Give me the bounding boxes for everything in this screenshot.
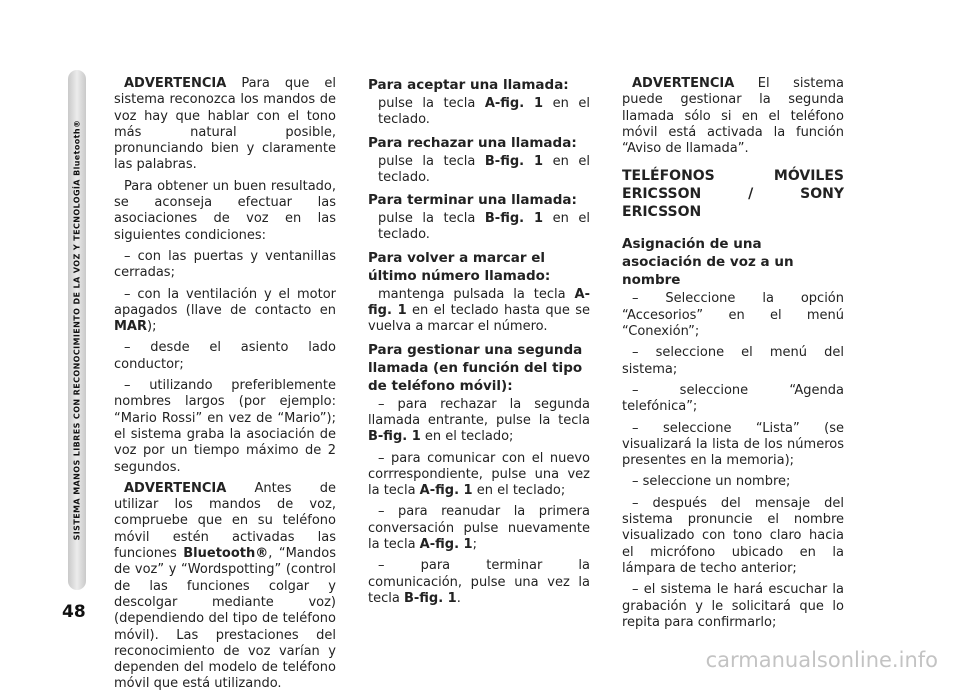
warning-paragraph-1: [114, 76, 336, 174]
text: – para reanudar la primera conversación pulse nuevamente la tecla: [368, 504, 590, 553]
key-ref: B-fig. 1: [403, 590, 457, 606]
warning-text: Para que el sistema reconozca los mandos de voz hay que hablar con el tono más natural posible, pronunciando bien y claramente las palabras.: [114, 76, 336, 173]
text: );: [147, 319, 157, 335]
warning-text: El sistema puede gestionar la segunda llamada sólo si en el teléfono móvil está activada la función “Aviso de llamada”.: [622, 76, 844, 157]
section-heading: Para terminar una llamada:: [368, 192, 577, 209]
text: Antes de utilizar los mandos de voz, compruebe que en su teléfono móvil estén activadas las funciones: [114, 480, 336, 562]
text: en el teclado.: [378, 96, 590, 128]
key-label: MAR: [114, 319, 148, 335]
text: mantenga pulsada la tecla: [378, 286, 575, 302]
column-1: [114, 76, 336, 698]
paragraph: Para obtener un buen resultado, se aconseja efectuar las asociaciones de voz en las siguientes condiciones:: [114, 178, 336, 243]
instruction: [368, 154, 590, 187]
text: – para comunicar con el nuevo corrrespondiente, pulse una vez la tecla: [368, 450, 590, 499]
instruction: [368, 211, 590, 244]
watermark: carmanualsonline.info: [705, 648, 938, 672]
warning-paragraph-3: [622, 76, 844, 157]
text: pulse la tecla: [378, 211, 485, 227]
section-heading: Para gestionar una segunda llamada (en función del tipo de teléfono móvil):: [368, 341, 583, 394]
text: en el teclado hasta que se vuelva a marcar el número.: [368, 303, 590, 335]
step-item: – seleccione “Lista” (se visualizará la lista de los números presentes en la memoria);: [622, 420, 844, 469]
warning-label: ADVERTENCIA: [124, 480, 227, 496]
instruction: [368, 504, 590, 553]
condition-item: – con las puertas y ventanillas cerradas;: [114, 248, 336, 281]
section-title: TELÉFONOS MÓVILES ERICSSON / SONY ERICSSON: [622, 168, 844, 221]
key-ref: A-fig. 1: [419, 483, 473, 499]
condition-item: – utilizando preferiblemente nombres largos (por ejemplo: “Mario Rossi” en vez de “Mario”); el sistema graba la asociación de voz por un tiempo máximo de 2 segundos.: [114, 378, 336, 475]
text: – para rechazar la segunda llamada entrante, pulse la tecla: [368, 396, 590, 428]
text: ;: [472, 537, 477, 553]
column-2: [368, 76, 590, 612]
instruction: [368, 287, 590, 336]
section-heading: Para volver a marcar el último número llamado:: [368, 249, 551, 284]
text: – para terminar la comunicación, pulse una vez la tecla: [368, 558, 590, 606]
warning-label: ADVERTENCIA: [124, 76, 227, 91]
key-ref: B-fig. 1: [368, 429, 421, 445]
text: – con la ventilación y el motor apagados (llave de contacto en: [114, 286, 336, 318]
key-ref: B-fig. 1: [484, 211, 544, 227]
text: en el teclado;: [420, 429, 514, 445]
key-ref: A-fig. 1: [419, 537, 473, 553]
warning-paragraph-2: [114, 481, 336, 693]
instruction: [368, 96, 590, 129]
key-ref: A-fig. 1: [368, 286, 590, 319]
warning-label: ADVERTENCIA: [632, 76, 735, 91]
text: , “Mandos de voz” y “Wordspotting” (control de las funciones colgar y descolgar mediante voz) (dependiendo del tipo de teléfono móvil). Las prestaciones del reconocimiento de voz varían y dependen del modelo de teléfono móvil que está utilizando.: [114, 546, 336, 692]
page-number: 48: [62, 602, 86, 622]
bluetooth-label: Bluetooth®: [183, 546, 269, 562]
chapter-title: SISTEMA MANOS LIBRES CON RECONOCIMIENTO DE LA VOZ Y TECNOLOGÍA Bluetooth®: [72, 119, 82, 541]
instruction: [368, 397, 590, 446]
text: en el teclado.: [378, 153, 590, 185]
key-ref: B-fig. 1: [484, 153, 544, 169]
column-3: [622, 76, 844, 636]
step-item: – seleccione “Agenda telefónica”;: [622, 382, 844, 415]
step-item: – seleccione el menú del sistema;: [622, 345, 844, 377]
instruction: [368, 451, 590, 500]
section-heading: Para rechazar una llamada:: [368, 134, 577, 151]
text: en el teclado.: [378, 211, 590, 243]
key-ref: A-fig. 1: [484, 96, 544, 111]
text: pulse la tecla: [378, 153, 485, 169]
text: .: [456, 590, 461, 606]
text: pulse la tecla: [378, 96, 485, 111]
instruction: [368, 558, 590, 607]
step-item: – el sistema le hará escuchar la grabación y le solicitará que lo repita para confirmarlo;: [622, 582, 844, 630]
step-item: – después del mensaje del sistema pronuncie el nombre visualizado con tono claro hacia el micrófono ubicado en la lámpara de techo anterior;: [622, 495, 844, 576]
step-item: – Seleccione la opción “Accesorios” en el menú “Conexión”;: [622, 291, 844, 340]
step-item: – seleccione un nombre;: [632, 474, 791, 490]
text: en el teclado;: [472, 483, 566, 499]
condition-item: – desde el asiento lado conductor;: [114, 340, 336, 372]
condition-item: [114, 287, 336, 336]
side-chapter-strip: [56, 70, 98, 590]
section-heading: Para aceptar una llamada:: [368, 77, 569, 93]
section-subtitle: Asignación de una asociación de voz a un nombre: [622, 236, 794, 289]
